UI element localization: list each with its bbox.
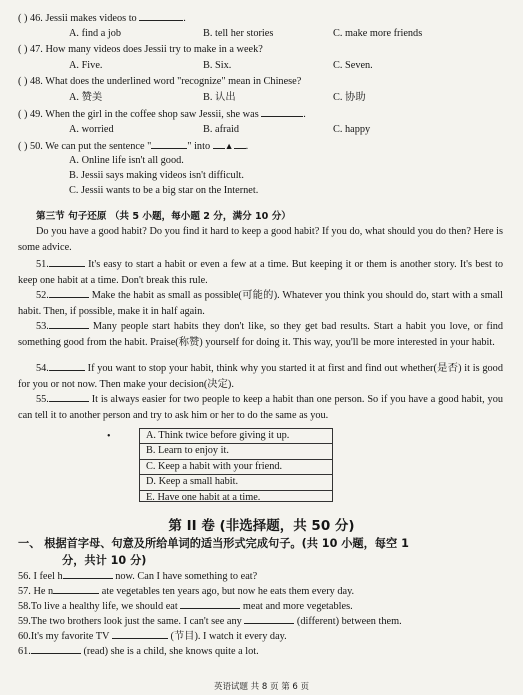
option-a: A. Five. [69,60,103,71]
answer-blank [31,644,81,654]
sentence-58 [18,599,353,613]
paragraph-number: 51. [36,259,49,270]
question-number: ( ) 46. [18,13,43,24]
question-number: ( ) 48. [18,76,43,87]
question-number: ( ) 49. [18,109,43,120]
options-box [139,428,333,502]
question-end: . [245,141,249,152]
answer-blank [180,599,240,609]
option-b: B. 认出 [203,92,236,103]
part2-title: 第 II 卷 (非选择题，共 50 分) [168,518,355,534]
option-c: C. make more friends [333,28,423,39]
sentence-end: meat and more vegetables. [242,601,353,612]
box-option-b: B. Learn to enjoy it. [140,444,332,459]
answer-blank [53,584,99,594]
box-option-c: C. Keep a habit with your friend. [140,460,332,475]
page-footer: 英语试题 共 8 页 第 6 页 [213,682,310,692]
question-47 [18,43,263,56]
sentence-start: 60.It's my favorite TV [18,631,110,642]
option-c: C. Jessii wants to be a big star on the Internet. [69,185,259,196]
answer-blank [49,318,89,329]
paragraph-54 [18,360,503,392]
sentence-56 [18,569,257,583]
option-a: A. 赞美 [69,92,103,103]
bullet-dot: • [107,431,111,442]
paragraph-51 [18,256,503,288]
sentence-end: (read) she is a child, she knows quite a lot. [83,646,259,657]
option-b: B. afraid [203,124,240,135]
sentence-start: 61. [18,646,31,657]
answer-blank [49,360,85,371]
paragraph-text: Many people start habits they don't like, so they get bad results. Start a habit you love, or find something good from the habit. Praise(称赞) yourself for doing it. This way, you'll be more interested in your habit. [18,321,504,348]
triangle-icon: ▲ [224,141,234,151]
option-c: C. Seven. [333,60,373,71]
sentence-57 [18,584,354,598]
box-option-a: A. Think twice before giving it up. [140,429,332,444]
paragraph-text: Make the habit as small as possible(可能的). Whatever you think you should do, start with a small habit. Then, if possible, make it in half again. [18,290,503,317]
box-option-d: D. Keep a small habit. [140,475,332,490]
paragraph-52 [18,287,503,319]
answer-blank [151,139,187,149]
question-text: We can put the sentence " [45,141,152,152]
option-b: B. Jessii says making videos isn't difficult. [69,170,244,181]
question-text-mid: " into [187,141,211,152]
question-end: . [183,13,186,24]
option-a: A. worried [69,124,114,135]
option-b: B. tell her stories [203,28,274,39]
answer-blank [213,139,225,149]
question-49 [18,107,306,121]
option-b: B. Six. [203,60,232,71]
question-50 [18,139,248,153]
section-heading: 第三节 句子还原 （共 5 小题，每小题 2 分，满分 10 分） [36,211,291,222]
question-number: ( ) 47. [18,44,43,55]
sentence-start: 56. I feel h [18,571,63,582]
sentence-end: (different) between them. [296,616,402,627]
sentence-60 [18,629,287,643]
passage-intro: Do you have a good habit? Do you find it hard to keep a good habit? If you do, what should you do then? Here is some advice. [18,226,503,253]
paragraph-number: 54. [36,363,49,374]
answer-blank [63,569,113,579]
answer-blank [234,139,246,149]
paragraph-55 [18,391,503,423]
paragraph-text: It's easy to start a habit or even a few at a time. But keeping it or them is another story. It's best to keep one habit at a time. Don't break this rule. [18,259,503,286]
question-number: ( ) 50. [18,141,43,152]
question-text: Jessii makes videos to [45,13,137,24]
answer-blank [244,614,294,624]
answer-blank [139,11,183,21]
answer-blank [49,287,89,298]
box-option-e: E. Have one habit at a time. [146,491,261,503]
answer-blank [49,256,85,267]
question-text: What does the underlined word "recognize" mean in Chinese? [45,76,302,87]
sentence-start: 59.The two brothers look just the same. I can't see any [18,616,242,627]
question-end: . [303,109,306,120]
option-a: A. Online life isn't all good. [69,155,184,166]
heading-line: 一、 根据首字母、句意及所给单词的适当形式完成句子。(共 10 小题，每空 1 [18,537,409,550]
question-text: When the girl in the coffee shop saw Jessii, she was [45,109,259,120]
paragraph-number: 55. [36,394,49,405]
part2-heading [18,535,409,569]
sentence-61 [18,644,259,658]
paragraph-number: 53. [36,321,49,332]
sentence-start: 57. He n [18,586,54,597]
sentence-end: ate vegetables ten years ago, but now he eats them every day. [101,586,355,597]
paragraph-text: If you want to stop your habit, think why you started it at first and find out whether(是否) it is good for you or not now. Then make your decision(决定). [18,363,503,390]
option-c: C. happy [333,124,371,135]
paragraph-text: It is always easier for two people to keep a habit than one person. So if you have a good habit, you can tell it to another person and try to ask him or her to do the same as you. [18,394,503,421]
sentence-end: now. Can I have something to eat? [115,571,258,582]
paragraph-53 [18,318,503,350]
question-48 [18,75,301,88]
option-c: C. 协助 [333,92,366,103]
sentence-end: (节目). I watch it every day. [170,631,287,642]
answer-blank [112,629,168,639]
paragraph-number: 52. [36,290,49,301]
question-46 [18,11,186,25]
sentence-start: 58.To live a healthy life, we should eat [18,601,178,612]
sentence-59 [18,614,402,628]
answer-blank [261,107,303,117]
option-a: A. find a job [69,28,122,39]
question-text: How many videos does Jessii try to make in a week? [45,44,263,55]
heading-line: 分，共计 10 分) [62,554,147,567]
answer-blank [49,391,89,402]
